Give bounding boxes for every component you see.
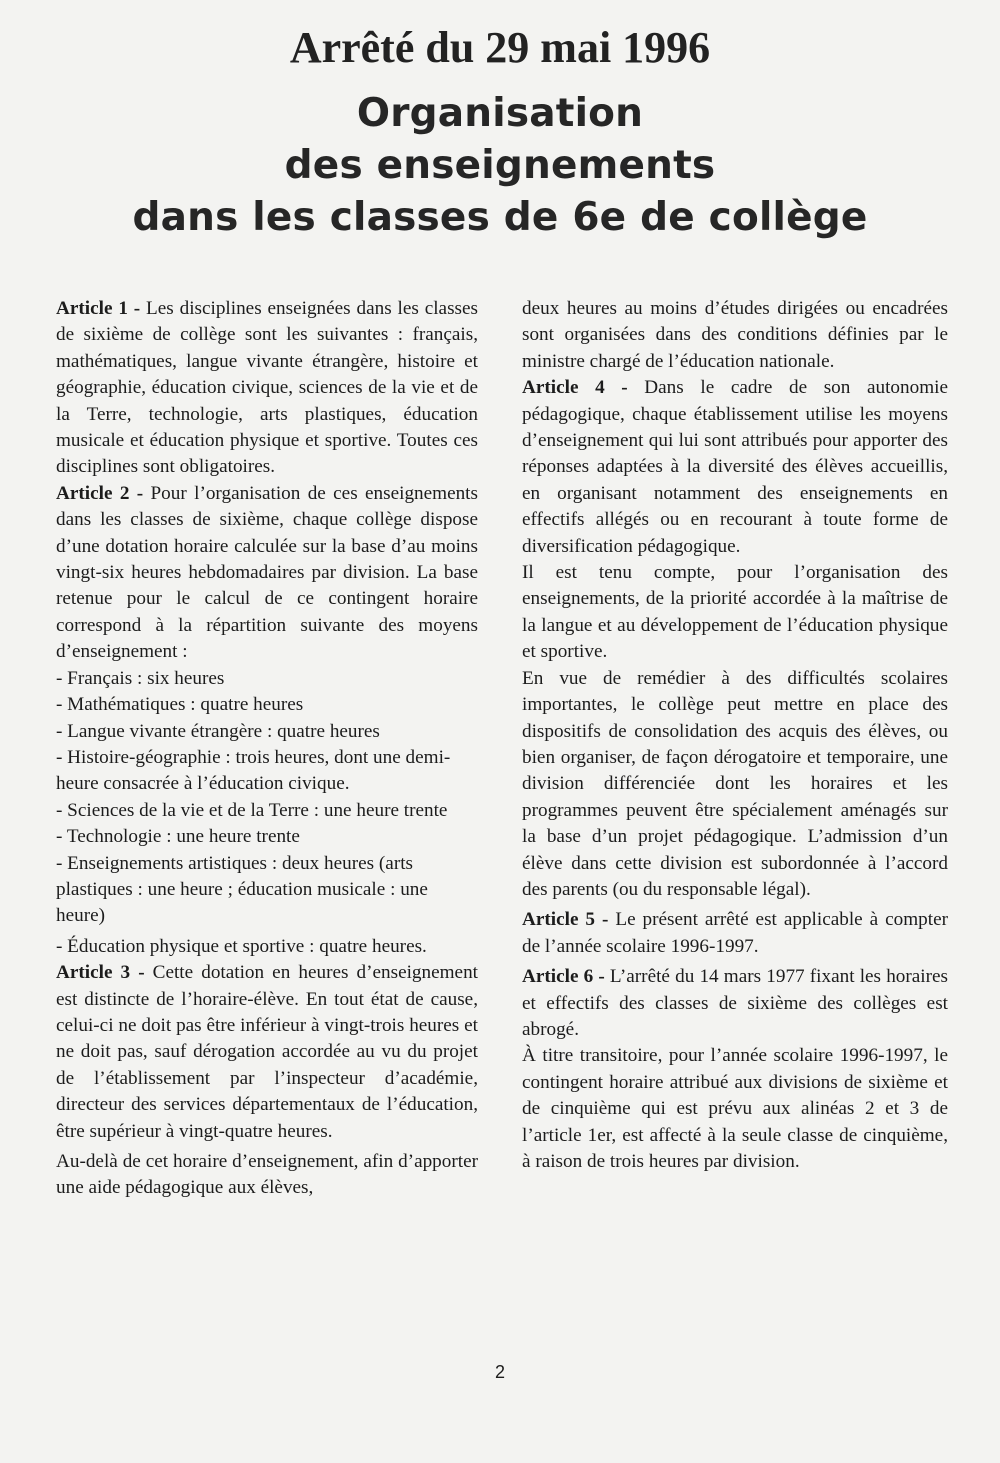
list-item: - Langue vivante étrangère : quatre heures: [56, 720, 380, 742]
article-6-label: Article 6 -: [522, 966, 605, 988]
left-column: [56, 296, 478, 1202]
article-4-label: Article 4 -: [522, 377, 628, 399]
document-header: [0, 22, 1000, 244]
decree-date: Arrêté du 29 mai 1996: [289, 23, 711, 72]
article-5-label: Article 5 -: [522, 909, 609, 931]
article-1: [56, 296, 478, 481]
document-title: [0, 88, 1000, 244]
article-3-text: Cette dotation en heures d’enseignement est distincte de l’horaire-élève. En tout état de cause, celui-ci ne doit pas être inférieur à vingt-trois heures et ne doit pas, sauf dérogation accordée au vu du projet de l’établissement par l’inspecteur d’académie, directeur des services départementaux de l’éducation, être supérieur à vingt-quatre heures.: [56, 962, 478, 1142]
list-item: - Français : six heures: [56, 667, 225, 689]
article-3-paragraph-2: Au-delà de cet horaire d’enseignement, afin d’apporter une aide pédagogique aux élèves,: [56, 1151, 478, 1199]
article-3-continuation: deux heures au moins d’études dirigées ou encadrées sont organisées dans des conditions définies par le ministre chargé de l’éducation nationale.: [522, 298, 948, 372]
article-4-paragraph-2: Il est tenu compte, pour l’organisation des enseignements, de la priorité accordée à la maîtrise de la langue et au développement de l’éducation physique et sportive.: [522, 562, 948, 663]
title-line-3: dans les classes de 6e de collège: [132, 195, 868, 240]
article-2: [56, 481, 478, 666]
article-6-text: L’arrêté du 14 mars 1977 fixant les horaires et effectifs des classes de sixième des collèges est abrogé.: [522, 966, 948, 1040]
article-4: [522, 375, 948, 560]
article-5-text: Le présent arrêté est applicable à compter de l’année scolaire 1996-1997.: [522, 909, 948, 957]
article-1-text: Les disciplines enseignées dans les classes de sixième de collège sont les suivantes : français, mathématiques, langue vivante étrangère, histoire et géographie, éducation civique, sciences de la vie et de la Terre, technologie, arts plastiques, éducation musicale et éducation physique et sportive. Toutes ces disciplines sont obligatoires.: [56, 298, 478, 478]
article-5: [522, 907, 948, 960]
article-6-paragraph-2: À titre transitoire, pour l’année scolaire 1996-1997, le contingent horaire attribué aux divisions de sixième et de cinquième qui est prévu aux alinéas 2 et 3 de l’article 1er, est affecté à la seule classe de cinquième, à raison de trois heures par division.: [522, 1045, 948, 1172]
title-line-2: des enseignements: [284, 143, 716, 188]
list-item: - Mathématiques : quatre heures: [56, 694, 304, 716]
list-item: - Sciences de la vie et de la Terre : une heure trente: [56, 799, 448, 821]
article-4-paragraph-3: En vue de remédier à des difficultés scolaires importantes, le collège peut mettre en place des dispositifs de consolidation des acquis des élèves, ou bien organiser, de façon dérogatoire et temporaire, une division différenciée dont les horaires et les programmes peuvent être spécialement aménagés sur la base d’un projet pédagogique. L’admission d’un élève dans cette division est subordonnée à l’accord des parents (ou du responsable légal).: [522, 667, 948, 900]
article-2-label: Article 2 -: [56, 482, 144, 504]
article-3: [56, 960, 478, 1145]
article-2-text: Pour l’organisation de ces enseignements dans les classes de sixième, chaque collège dispose d’une dotation horaire calculée sur la base d’au moins vingt-six heures hebdomadaires par division. La base retenue pour le calcul de ce contingent horaire correspond à la répartition suivante des moyens d’enseignement :: [56, 482, 478, 663]
article-1-label: Article 1 -: [56, 298, 141, 319]
title-line-1: Organisation: [356, 91, 644, 136]
article-6: [522, 964, 948, 1043]
list-item: - Technologie : une heure trente: [56, 826, 300, 848]
article-4-text: Dans le cadre de son autonomie pédagogique, chaque établissement utilise les moyens d’enseignement qui lui sont attribués pour apporter des réponses adaptées à la diversité des élèves accueillis, en organisant notamment des enseignements en effectifs allégés ou en recourant à toute forme de diversification pédagogique.: [522, 377, 948, 557]
article-3-label: Article 3 -: [56, 962, 145, 984]
list-item: - Éducation physique et sportive : quatre heures.: [56, 935, 427, 957]
list-item: - Enseignements artistiques : deux heures (arts plastiques : une heure ; éducation musicale : une heure): [56, 852, 428, 927]
page-number: 2: [494, 1362, 505, 1382]
right-column: [522, 296, 948, 1175]
list-item: - Histoire-géographie : trois heures, dont une demi-heure consacrée à l’éducation civique.: [56, 746, 451, 795]
